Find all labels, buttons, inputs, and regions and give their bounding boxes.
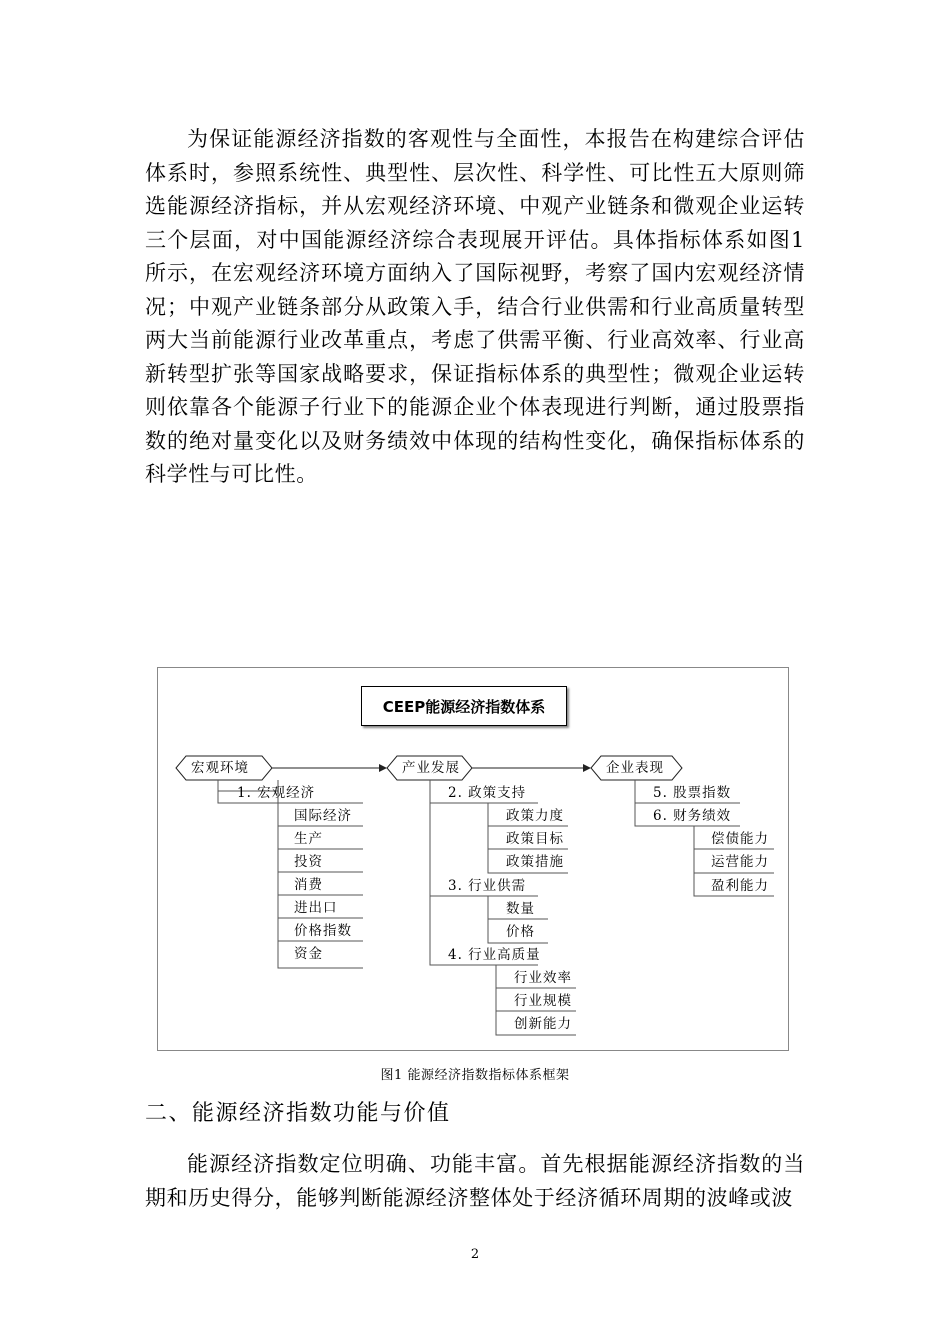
macro-item: 消费 [294,877,323,893]
figure-title: CEEP能源经济指数体系 [361,686,567,726]
policy-item: 政策力度 [506,808,564,824]
policy-support-category: 2. 政策支持 [448,785,527,801]
supply-item: 数量 [506,901,535,917]
section-paragraph: 能源经济指数定位明确、功能丰富。首先根据能源经济指数的当期和历史得分，能够判断能源经济整体处于经济循环周期的波峰或波 [145,1152,805,1210]
macro-item: 投资 [294,854,323,870]
section-heading: 二、能源经济指数功能与价值 [145,1101,451,1126]
supply-item: 价格 [506,924,535,940]
policy-item: 政策措施 [506,854,564,870]
financial-performance-category: 6. 财务绩效 [653,808,732,824]
stock-index-category: 5. 股票指数 [653,785,732,801]
figure-caption: 图1 能源经济指数指标体系框架 [380,1068,570,1083]
macro-item: 价格指数 [294,923,352,939]
index-framework-figure [157,667,789,1051]
stage-enterprise-label: 企业表现 [606,760,664,776]
macro-item: 国际经济 [294,808,352,824]
stage-macro-label: 宏观环境 [191,760,249,776]
finance-item: 盈利能力 [711,878,769,894]
quality-item: 行业规模 [514,993,572,1009]
supply-demand-category: 3. 行业供需 [448,878,527,894]
quality-item: 创新能力 [514,1016,572,1032]
finance-item: 偿债能力 [711,831,769,847]
page-number: 2 [470,1247,480,1262]
finance-item: 运营能力 [711,854,769,870]
policy-item: 政策目标 [506,831,564,847]
macro-economy-category: 1. 宏观经济 [237,785,316,801]
quality-item: 行业效率 [514,970,572,986]
macro-item: 生产 [294,831,323,847]
macro-item: 进出口 [294,900,338,916]
macro-item: 资金 [294,946,323,962]
stage-industry-label: 产业发展 [402,760,460,776]
intro-paragraph: 为保证能源经济指数的客观性与全面性，本报告在构建综合评估体系时，参照系统性、典型性、层次性、科学性、可比性五大原则筛选能源经济指标，并从宏观经济环境、中观产业链条和微观企业运转三个层面，对中国能源经济综合表现展开评估。具体指标体系如图1所示，在宏观经济环境方面纳入了国际视野，考察了国内宏观经济情况；中观产业链条部分从政策入手，结合行业供需和行业高质量转型两大当前能源行业改革重点，考虑了供需平衡、行业高效率、行业高新转型扩张等国家战略要求，保证指标体系的典型性；微观企业运转则依靠各个能源子行业下的能源企业个体表现进行判断，通过股票指数的绝对量变化以及财务绩效中体现的结构性变化，确保指标体系的科学性与可比性。 [145,127,805,486]
high-quality-category: 4. 行业高质量 [448,947,541,963]
